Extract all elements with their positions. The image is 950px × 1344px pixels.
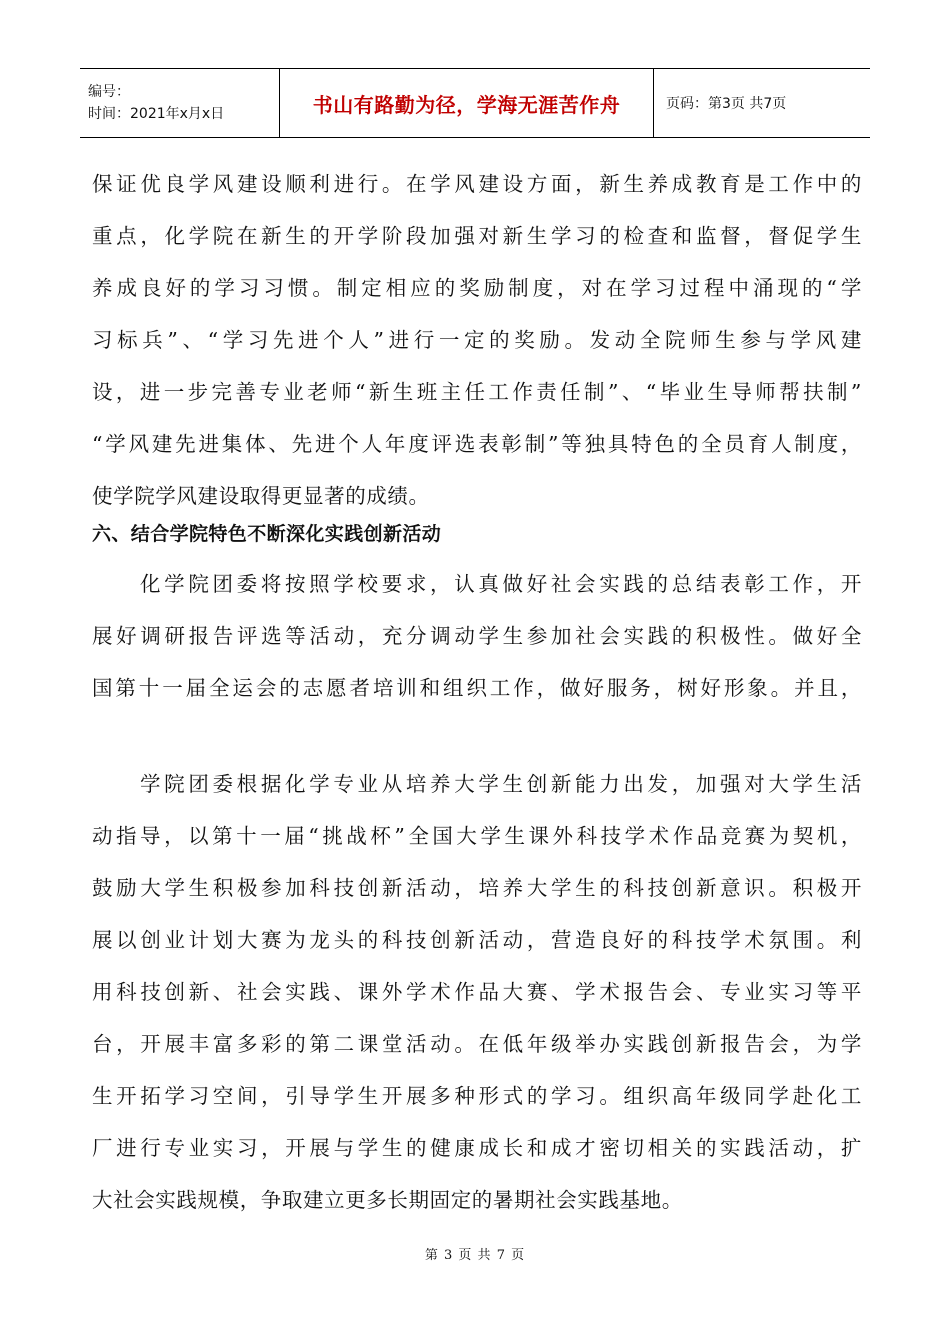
text-line: 重点，化学院在新生的开学阶段加强对新生学习的检查和监督，督促学生 (92, 224, 862, 248)
header-page-code-cell (654, 69, 870, 137)
text-line: 动指导，以第十一届“挑战杯”全国大学生课外科技学术作品竞赛为契机， (92, 824, 862, 848)
text-line: 鼓励大学生积极参加科技创新活动，培养大学生的科技创新意识。积极开 (92, 876, 862, 900)
text-line: 养成良好的学习习惯。制定相应的奖励制度，对在学习过程中涌现的“学 (92, 276, 862, 300)
header-motto-cell (280, 69, 654, 137)
text-line: 国第十一届全运会的志愿者培训和组织工作，做好服务，树好形象。并且， (92, 676, 862, 700)
text-line: 习标兵”、“学习先进个人”进行一定的奖励。发动全院师生参与学风建 (92, 328, 862, 352)
page-header (80, 68, 870, 138)
text-line: 学院团委根据化学专业从培养大学生创新能力出发，加强对大学生活 (140, 772, 862, 796)
paragraph-social-practice (92, 558, 862, 714)
text-line: 使学院学风建设取得更显著的成绩。 (92, 484, 430, 508)
text-line: 化学院团委将按照学校要求，认真做好社会实践的总结表彰工作，开 (140, 572, 862, 596)
text-line: 用科技创新、社会实践、课外学术作品大赛、学术报告会、专业实习等平 (92, 980, 862, 1004)
date-label: 时间：2021年x月x日 (88, 106, 225, 122)
paragraph-innovation (92, 758, 862, 1226)
header-motto: 书山有路勤为径，学海无涯苦作舟 (312, 92, 621, 117)
page-footer: 第 3 页 共 7 页 (424, 1248, 526, 1263)
section-heading: 六、结合学院特色不断深化实践创新活动 (92, 523, 442, 545)
text-line: 生开拓学习空间，引导学生开展多种形式的学习。组织高年级同学赴化工 (92, 1084, 862, 1108)
text-line: 展好调研报告评选等活动，充分调动学生参加社会实践的积极性。做好全 (92, 624, 862, 648)
text-line: 厂进行专业实习，开展与学生的健康成长和成才密切相关的实践活动，扩 (92, 1136, 862, 1160)
text-line: “学风建先进集体、先进个人年度评选表彰制”等独具特色的全员育人制度， (92, 432, 862, 456)
header-page-code: 页码：第3页 共7页 (666, 96, 787, 112)
text-line: 台，开展丰富多彩的第二课堂活动。在低年级举办实践创新报告会，为学 (92, 1032, 862, 1056)
text-line: 设，进一步完善专业老师“新生班主任工作责任制”、“毕业生导师帮扶制” (92, 380, 862, 404)
text-line: 保证优良学风建设顺利进行。在学风建设方面，新生养成教育是工作中的 (92, 172, 862, 196)
serial-label: 编号： (88, 84, 130, 100)
section-heading-block (92, 508, 862, 560)
text-line: 大社会实践规模，争取建立更多长期固定的暑期社会实践基地。 (92, 1188, 683, 1212)
header-meta (80, 69, 280, 137)
text-line: 展以创业计划大赛为龙头的科技创新活动，营造良好的科技学术氛围。利 (92, 928, 862, 952)
paragraph-study-style (92, 158, 862, 522)
